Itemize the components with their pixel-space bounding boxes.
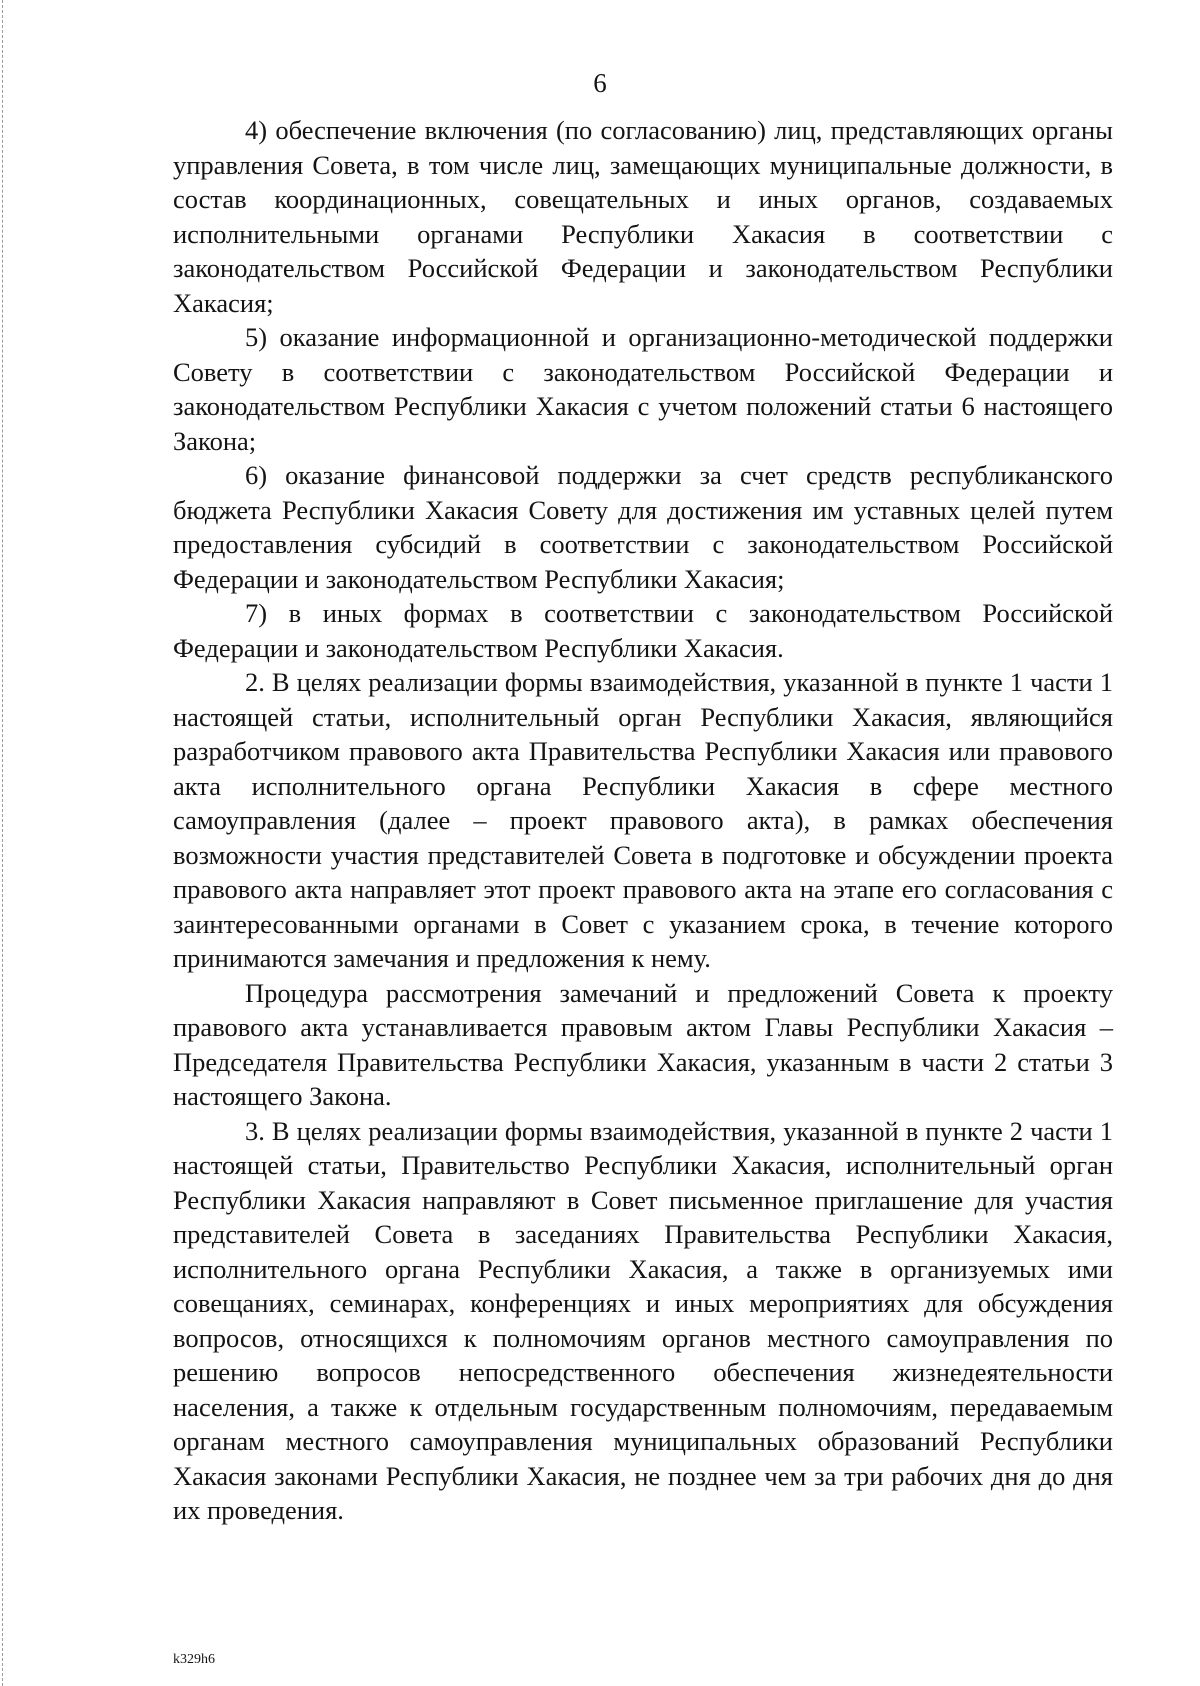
paragraph-item-7: 7) в иных формах в соответствии с законодательством Российской Федерации и законодательством Республики Хакасия.: [173, 598, 1113, 663]
paragraph-item-5: 5) оказание информационной и организационно-методической поддержки Совету в соответствии с законодательством Российской Федерации и законодательством Республики Хакасия с учетом положений статьи 6 настоящего Закона;: [173, 322, 1113, 456]
paragraph-part-2: 2. В целях реализации формы взаимодействия, указанной в пункте 1 части 1 настоящей статьи, исполнительный орган Республики Хакасия, являющийся разработчиком правового акта Правительства Республики Хакасия или правового акта исполнительного органа Республики Хакасия в сфере местного самоуправления (далее – проект правового акта), в рамках обеспечения возможности участия представителей Совета в подготовке и обсуждении проекта правового акта направляет этот проект правового акта на этапе его согласования с заинтересованными органами в Совет с указанием срока, в течение которого принимаются замечания и предложения к нему.: [173, 667, 1113, 973]
paragraph-item-4: 4) обеспечение включения (по согласованию) лиц, представляющих органы управления Совета, в том числе лиц, замещающих муниципальные должности, в состав координационных, совещательных и иных органов, создаваемых исполнительными органами Республики Хакасия в соответствии с законодательством Российской Федерации и законодательством Республики Хакасия;: [173, 115, 1113, 318]
document-body: [173, 113, 1113, 1528]
scan-edge-line: [2, 0, 3, 1686]
paragraph-procedure: Процедура рассмотрения замечаний и предложений Совета к проекту правового акта устанавливается правовым актом Главы Республики Хакасия – Председателя Правительства Республики Хакасия, указанным в части 2 статьи 3 настоящего Закона.: [173, 977, 1113, 1111]
paragraph-item-6: 6) оказание финансовой поддержки за счет средств республиканского бюджета Республики Хакасия Совету для достижения им уставных целей путем предоставления субсидий в соответствии с законодательством Российской Федерации и законодательством Республики Хакасия;: [173, 460, 1113, 594]
page-number: 6: [593, 68, 607, 98]
document-code: k329h6: [173, 1652, 215, 1667]
paragraph-part-3: 3. В целях реализации формы взаимодействия, указанной в пункте 2 части 1 настоящей статьи, Правительство Республики Хакасия, исполнительный орган Республики Хакасия направляют в Совет письменное приглашение для участия представителей Совета в заседаниях Правительства Республики Хакасия, исполнительного органа Республики Хакасия, а также в организуемых ими совещаниях, семинарах, конференциях и иных мероприятиях для обсуждения вопросов, относящихся к полномочиям органов местного самоуправления по решению вопросов непосредственного обеспечения жизнедеятельности населения, а также к отдельным государственным полномочиям, передаваемым органам местного самоуправления муниципальных образований Республики Хакасия законами Республики Хакасия, не позднее чем за три рабочих дня до дня их проведения.: [173, 1115, 1113, 1525]
